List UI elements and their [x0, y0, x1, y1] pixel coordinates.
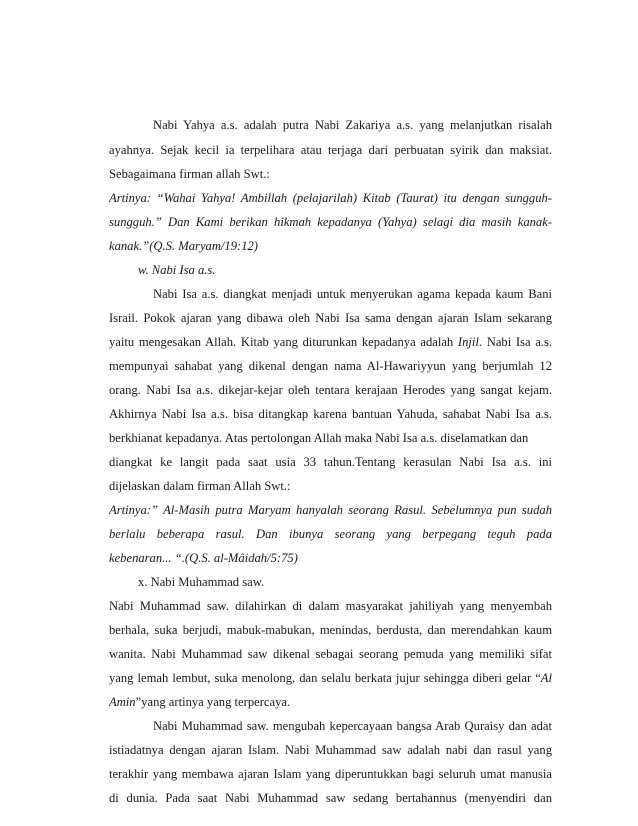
text-line: [109, 694, 552, 710]
text-line: Akhirnya Nabi Isa a.s. bisa ditangkap karena bantuan Yahuda, sahabat Nabi Isa a.s.: [109, 407, 552, 421]
text-line: di dunia. Pada saat Nabi Muhammad saw sedang bertahannus (menyendiri dan: [109, 791, 552, 805]
quote-line: berlalu beberapa rasul. Dan ibunya seorang yang berpegang teguh pada: [109, 527, 552, 541]
text-line: [109, 334, 552, 350]
text-line: berkhianat kepadanya. Atas pertolongan Allah maka Nabi Isa a.s. diselamatkan dan: [109, 431, 529, 445]
text-segment: . Nabi Isa a.s.: [478, 335, 552, 349]
italic-word: Injil: [457, 335, 479, 349]
text-line: dijelaskan dalam firman Allah Swt.:: [109, 479, 291, 493]
text-line: Nabi Yahya a.s. adalah putra Nabi Zakariya a.s. yang melanjutkan risalah: [153, 118, 552, 132]
text-line: Israil. Pokok ajaran yang dibawa oleh Nabi Isa sama dengan ajaran Islam sekarang: [109, 311, 552, 325]
text-line: ayahnya. Sejak kecil ia terpelihara atau terjaga dari perbuatan syirik dan maksiat.: [109, 143, 552, 157]
quote-line: kebenaran... “.(Q.S. al-Mâidah/5:75): [109, 551, 298, 565]
text-line: Nabi Isa a.s. diangkat menjadi untuk menyerukan agama kepada kaum Bani: [153, 287, 552, 301]
text-line: terakhir yang membawa ajaran Islam yang diperuntukkan bagi seluruh umat manusia: [109, 767, 552, 781]
text-line: mempunyai sahabat yang dikenal dengan nama Al-Hawariyyun yang berjumlah 12: [109, 359, 552, 373]
quote-line: sungguh.” Dan Kami berikan hikmah kepadanya (Yahya) selagi dia masih kanak-: [109, 215, 552, 229]
quote-line: Artinya:” Al-Masih putra Maryam hanyalah seorang Rasul. Sebelumnya pun sudah: [109, 503, 552, 517]
italic-word: Amin: [109, 695, 136, 709]
italic-word: Al: [540, 671, 552, 685]
text-segment: ”yang artinya yang terpercaya.: [135, 695, 291, 709]
subheading-text: x. Nabi Muhammad saw.: [138, 575, 265, 589]
text-line: orang. Nabi Isa a.s. dikejar-kejar oleh tentara kerajaan Herodes yang sangat kejam.: [109, 383, 552, 397]
text-line: wanita. Nabi Muhammad saw dikenal sebagai seorang pemuda yang memiliki sifat: [109, 647, 552, 661]
text-line: [109, 670, 552, 686]
text-line: Nabi Muhammad saw. mengubah kepercayaan bangsa Arab Quraisy dan adat: [153, 719, 552, 733]
text-segment: yaitu mengesakan Allah. Kitab yang diturunkan kepadanya adalah: [109, 335, 458, 349]
subheading: [138, 262, 438, 278]
text-line: diangkat ke langit pada saat usia 33 tahun.Tentang kerasulan Nabi Isa a.s. ini: [109, 455, 552, 469]
subheading-text: w. Nabi Isa a.s.: [138, 263, 216, 277]
text-line: Sebagaimana firman allah Swt.:: [109, 167, 270, 181]
text-line: istiadatnya dengan ajaran Islam. Nabi Muhammad saw adalah nabi dan rasul yang: [109, 743, 552, 757]
quote-line: Artinya: “Wahai Yahya! Ambillah (pelajarilah) Kitab (Taurat) itu dengan sungguh-: [109, 191, 552, 205]
subheading: [138, 574, 438, 590]
text-segment: yang lemah lembut, suka menolong, dan selalu berkata jujur sehingga diberi gelar “: [109, 671, 541, 685]
text-line: Nabi Muhammad saw. dilahirkan di dalam masyarakat jahiliyah yang menyembah: [109, 599, 552, 613]
quote-line: kanak.”(Q.S. Maryam/19:12): [109, 239, 258, 253]
text-line: berhala, suka berjudi, mabuk-mabukan, menindas, berdusta, dan merendahkan kaum: [109, 623, 552, 637]
